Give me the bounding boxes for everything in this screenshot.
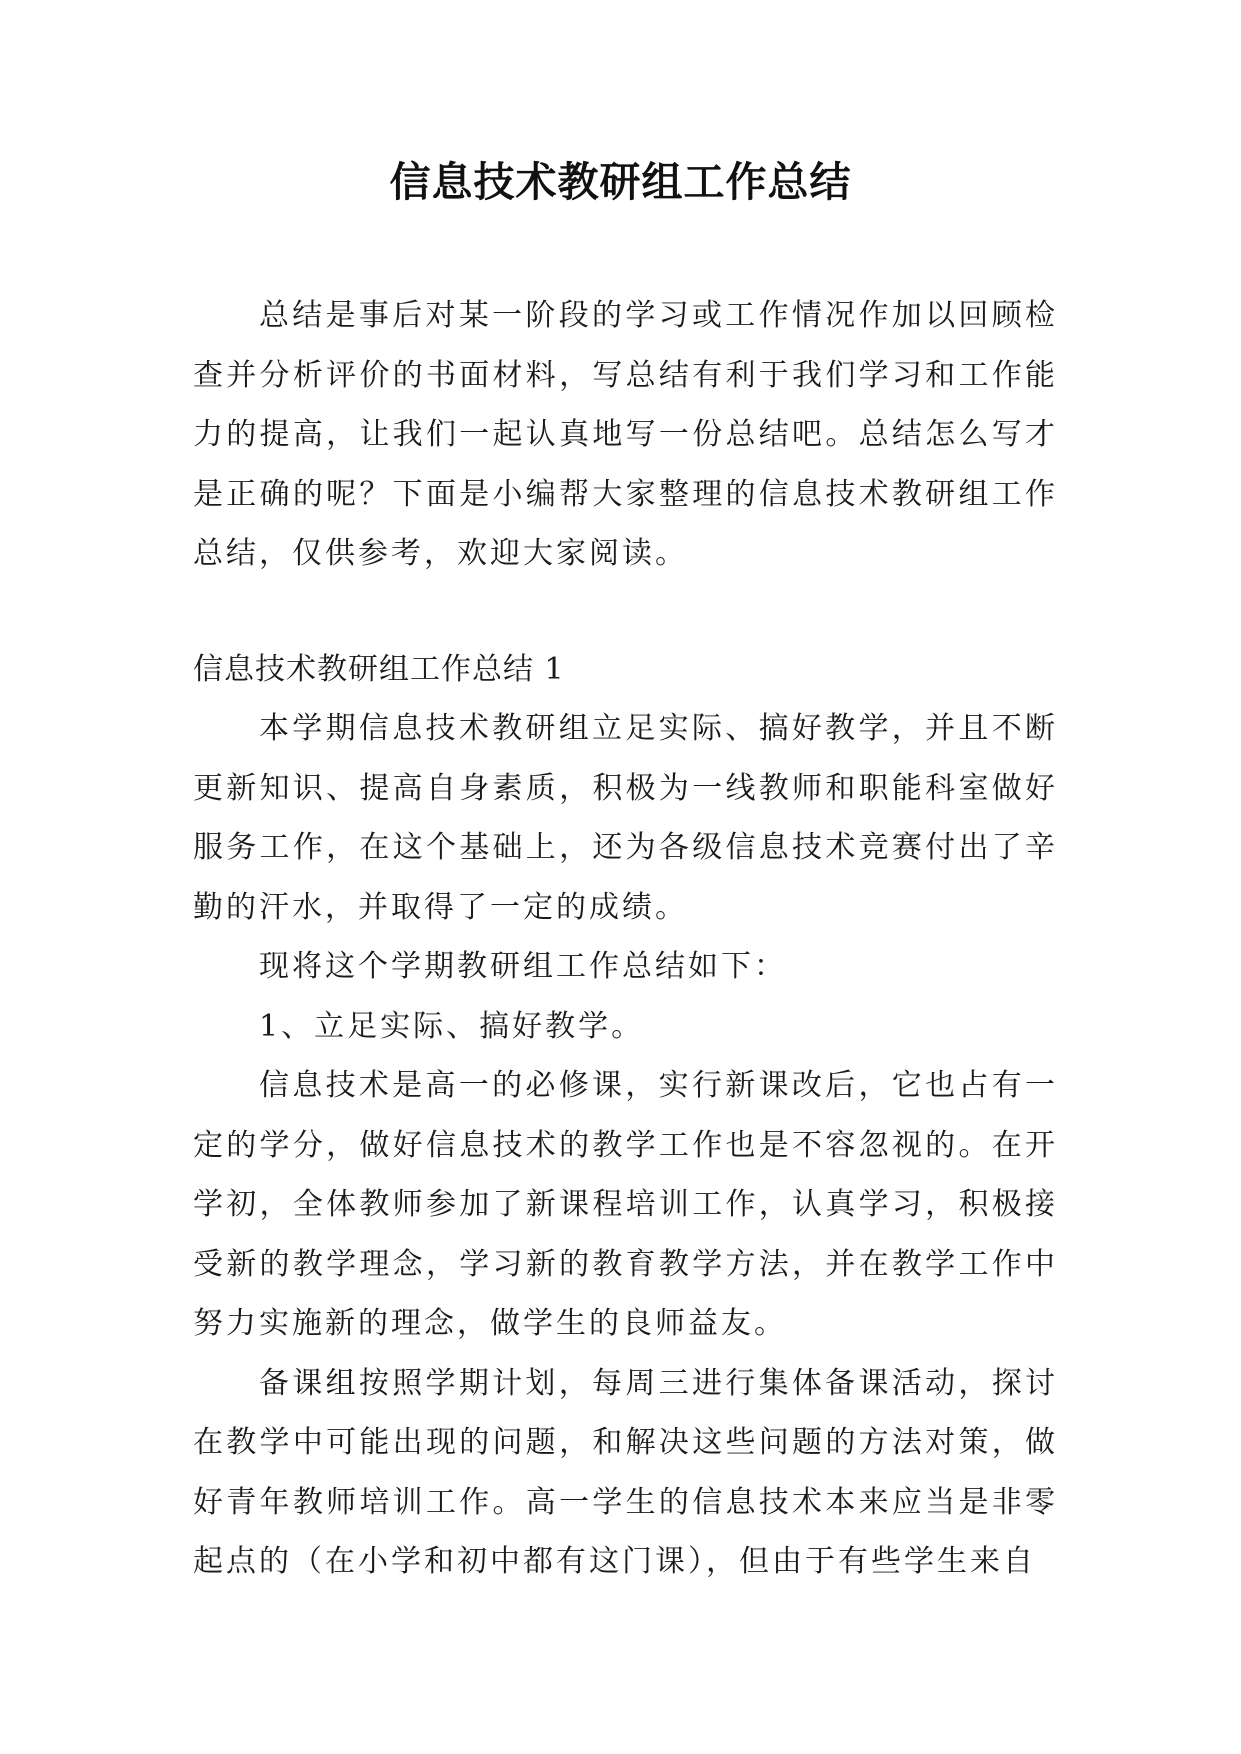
- intro-paragraph: 总结是事后对某一阶段的学习或工作情况作加以回顾检查并分析评价的书面材料，写总结有利于我们学习和工作能力的提高，让我们一起认真地写一份总结吧。总结怎么写才是正确的呢？下面是小编帮大家整理的信息技术教研组工作总结，仅供参考，欢迎大家阅读。: [193, 298, 1058, 571]
- body-paragraph: 备课组按照学期计划，每周三进行集体备课活动，探讨在教学中可能出现的问题，和解决这些问题的方法对策，做好青年教师培训工作。高一学生的信息技术本来应当是非零起点的（在小学和初中都有这门课），但由于有些学生来自: [193, 1365, 1058, 1579]
- document-body: [193, 286, 1058, 1592]
- section-heading: 信息技术教研组工作总结 1: [193, 651, 565, 687]
- body-paragraph: 本学期信息技术教研组立足实际、搞好教学，并且不断更新知识、提高自身素质，积极为一线教师和职能科室做好服务工作，在这个基础上，还为各级信息技术竞赛付出了辛勤的汗水，并取得了一定的成绩。: [193, 711, 1058, 925]
- body-paragraph: 信息技术是高一的必修课，实行新课改后，它也占有一定的学分，做好信息技术的教学工作也是不容忽视的。在开学初，全体教师参加了新课程培训工作，认真学习，积极接受新的教学理念，学习新的教育教学方法，并在教学工作中努力实施新的理念，做学生的良师益友。: [193, 1068, 1058, 1341]
- list-item-heading: 1、立足实际、搞好教学。: [259, 1008, 645, 1044]
- body-paragraph: 现将这个学期教研组工作总结如下：: [259, 949, 787, 984]
- document-title: 信息技术教研组工作总结: [389, 158, 852, 206]
